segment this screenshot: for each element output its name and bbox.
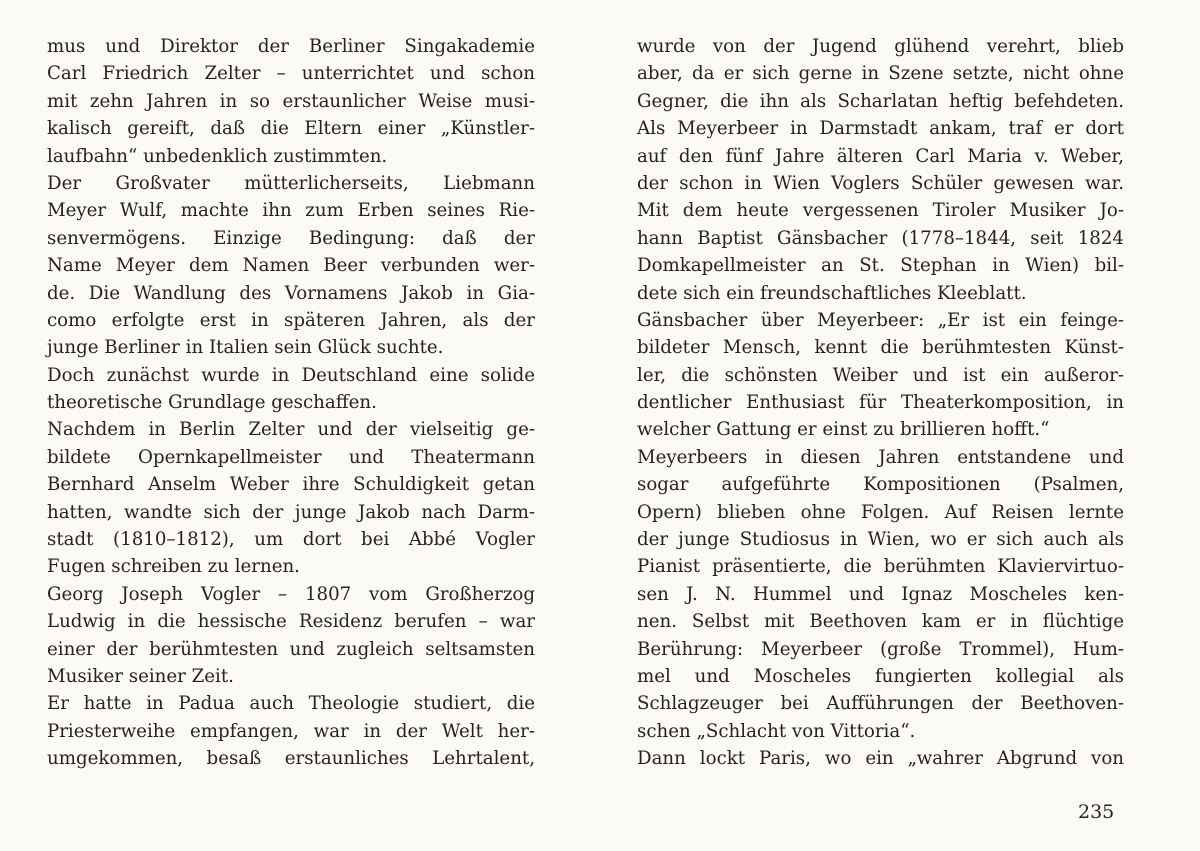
- text-line: sen J. N. Hummel und Ignaz Moscheles ken-: [637, 583, 1124, 605]
- text-line: hann Baptist Gänsbacher (1778–1844, seit 1824: [637, 227, 1124, 249]
- text-line: welcher Gattung er einst zu brillieren hofft.“: [637, 419, 1050, 441]
- text-line: Gegner, die ihn als Scharlatan heftig befehdeten.: [637, 90, 1124, 112]
- text-line: junge Berliner in Italien sein Glück suchte.: [47, 337, 444, 359]
- text-line: Mit dem heute vergessenen Tiroler Musiker Jo-: [637, 200, 1124, 222]
- text-line: Meyer Wulf, machte ihn zum Erben seines Rie-: [47, 200, 535, 222]
- text-line: Berührung: Meyerbeer (große Trommel), Hum-: [637, 638, 1124, 660]
- text-line: theoretische Grundlage geschaffen.: [47, 392, 377, 414]
- text-line: umgekommen, besaß erstaunliches Lehrtalent,: [47, 748, 535, 770]
- text-line: de. Die Wandlung des Vornamens Jakob in Gia-: [47, 282, 535, 304]
- text-line: schen „Schlacht von Vittoria“.: [637, 720, 916, 742]
- text-line: Pianist präsentierte, die berühmten Klaviervirtuo-: [637, 556, 1124, 578]
- text-line: Er hatte in Padua auch Theologie studiert, die: [47, 693, 535, 715]
- text-line: Meyerbeers in diesen Jahren entstandene und: [637, 446, 1124, 468]
- text-line: dentlicher Enthusiast für Theaterkomposition, in: [637, 392, 1124, 414]
- text-line: der schon in Wien Voglers Schüler gewesen war.: [637, 172, 1124, 194]
- text-line: Der Großvater mütterlicherseits, Liebmann: [47, 172, 535, 194]
- text-line: einer der berühmtesten und zugleich seltsamsten: [47, 638, 535, 660]
- text-line: Ludwig in die hessische Residenz berufen – war: [47, 611, 535, 633]
- text-line: laufbahn“ unbedenklich zustimmten.: [47, 145, 388, 167]
- text-line: Gänsbacher über Meyerbeer: „Er ist ein feinge-: [637, 309, 1124, 331]
- text-line: como erfolgte erst in späteren Jahren, als der: [47, 309, 535, 331]
- text-line: mit zehn Jahren in so erstaunlicher Weise musi-: [47, 90, 535, 112]
- text-line: senvermögens. Einzige Bedingung: daß der: [47, 227, 535, 249]
- text-line: Opern) blieben ohne Folgen. Auf Reisen lernte: [637, 501, 1124, 523]
- text-line: Dann lockt Paris, wo ein „wahrer Abgrund von: [637, 748, 1124, 770]
- text-line: nen. Selbst mit Beethoven kam er in flüchtige: [637, 611, 1124, 633]
- text-line: Schlagzeuger bei Aufführungen der Beethoven-: [637, 693, 1124, 715]
- text-line: sogar aufgeführte Kompositionen (Psalmen,: [637, 474, 1124, 496]
- left-text-column: [47, 33, 535, 773]
- text-line: mus und Direktor der Berliner Singakademie: [47, 36, 535, 57]
- text-line: Domkapellmeister an St. Stephan in Wien) bil-: [637, 255, 1124, 277]
- text-line: hatten, wandte sich der junge Jakob nach Darm-: [47, 501, 535, 523]
- page-number: 235: [1078, 801, 1115, 823]
- text-line: bildeter Mensch, kennt die berühmtesten Künst-: [637, 337, 1124, 359]
- right-text-column: [637, 33, 1124, 773]
- text-line: dete sich ein freundschaftliches Kleeblatt.: [637, 282, 1027, 304]
- text-line: mel und Moscheles fungierten kollegial als: [637, 665, 1124, 687]
- text-line: Nachdem in Berlin Zelter und der vielseitig ge-: [47, 419, 535, 441]
- text-line: Carl Friedrich Zelter – unterrichtet und schon: [47, 63, 535, 85]
- text-line: wurde von der Jugend glühend verehrt, blieb: [637, 36, 1124, 57]
- text-line: aber, da er sich gerne in Szene setzte, nicht ohne: [637, 63, 1124, 85]
- text-line: ler, die schönsten Weiber und ist ein außeror-: [637, 364, 1124, 386]
- text-line: stadt (1810–1812), um dort bei Abbé Vogler: [47, 529, 535, 551]
- text-line: Name Meyer dem Namen Beer verbunden wer-: [47, 255, 535, 277]
- text-line: Als Meyerbeer in Darmstadt ankam, traf er dort: [637, 118, 1124, 140]
- text-line: Doch zunächst wurde in Deutschland eine solide: [47, 364, 535, 386]
- text-line: Georg Joseph Vogler – 1807 vom Großherzog: [47, 583, 535, 605]
- text-line: auf den fünf Jahre älteren Carl Maria v. Weber,: [637, 145, 1124, 167]
- text-line: Fugen schreiben zu lernen.: [47, 556, 300, 578]
- text-line: Bernhard Anselm Weber ihre Schuldigkeit getan: [47, 474, 535, 496]
- text-line: Musiker seiner Zeit.: [47, 665, 234, 687]
- text-line: Priesterweihe empfangen, war in der Welt her-: [47, 720, 535, 742]
- text-line: bildete Opernkapellmeister und Theatermann: [47, 446, 535, 468]
- text-line: der junge Studiosus in Wien, wo er sich auch als: [637, 529, 1124, 551]
- text-line: kalisch gereift, daß die Eltern einer „Künstler-: [47, 118, 535, 140]
